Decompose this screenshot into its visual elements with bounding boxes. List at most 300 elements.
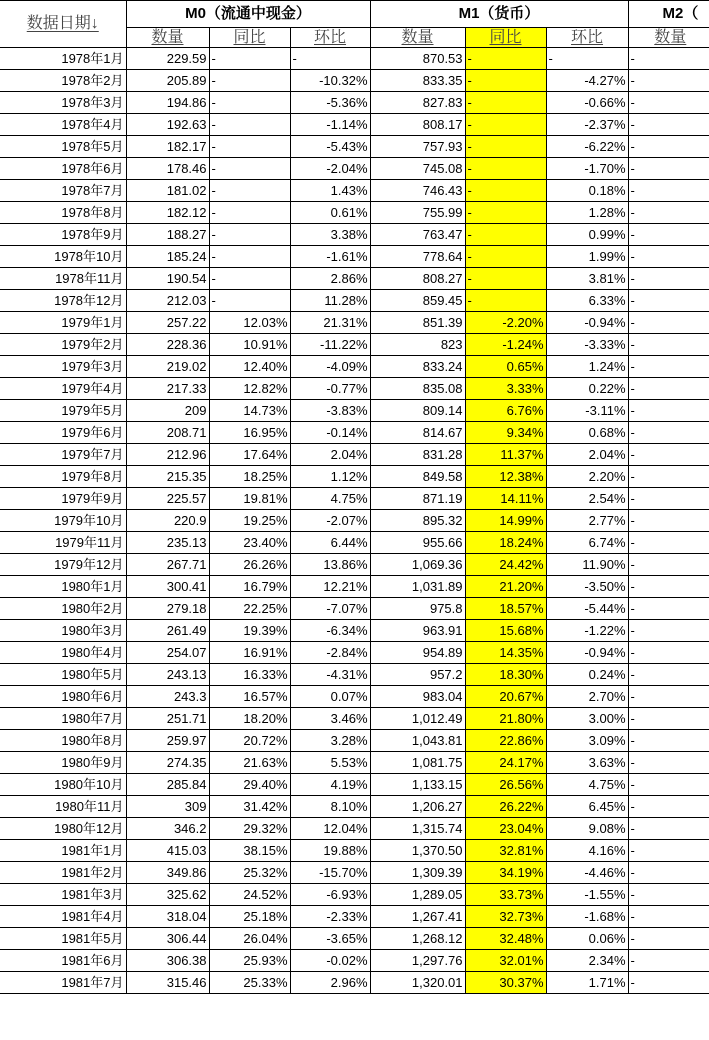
cell-date[interactable]: 1979年6月 (0, 422, 126, 444)
cell-date[interactable]: 1979年2月 (0, 334, 126, 356)
cell-m0-yoy[interactable]: - (209, 246, 290, 268)
cell-date[interactable]: 1980年1月 (0, 576, 126, 598)
cell-m0-yoy[interactable]: - (209, 48, 290, 70)
cell-m1-yoy[interactable]: 18.57% (465, 598, 546, 620)
cell-m1-qty[interactable]: 1,309.39 (370, 862, 465, 884)
cell-m0-qty[interactable]: 182.12 (126, 202, 209, 224)
cell-date[interactable]: 1981年7月 (0, 972, 126, 994)
cell-m2-qty[interactable]: - (628, 334, 709, 356)
cell-m1-mom[interactable]: 9.08% (546, 818, 628, 840)
cell-m1-mom[interactable]: -3.50% (546, 576, 628, 598)
cell-m1-mom[interactable]: 6.74% (546, 532, 628, 554)
cell-m1-yoy[interactable]: 14.35% (465, 642, 546, 664)
cell-m1-qty[interactable]: 1,267.41 (370, 906, 465, 928)
cell-m0-mom[interactable]: 0.07% (290, 686, 370, 708)
cell-m1-mom[interactable]: 0.68% (546, 422, 628, 444)
cell-m0-mom[interactable]: 11.28% (290, 290, 370, 312)
cell-m0-yoy[interactable]: 18.25% (209, 466, 290, 488)
cell-m2-qty[interactable]: - (628, 202, 709, 224)
cell-m1-qty[interactable]: 1,297.76 (370, 950, 465, 972)
cell-date[interactable]: 1979年1月 (0, 312, 126, 334)
cell-m1-yoy[interactable]: 33.73% (465, 884, 546, 906)
cell-date[interactable]: 1981年6月 (0, 950, 126, 972)
cell-m1-qty[interactable]: 1,370.50 (370, 840, 465, 862)
cell-m2-qty[interactable]: - (628, 818, 709, 840)
cell-date[interactable]: 1981年2月 (0, 862, 126, 884)
cell-date[interactable]: 1978年4月 (0, 114, 126, 136)
subcol-header-m0-yoy[interactable]: 同比 (209, 28, 290, 48)
cell-date[interactable]: 1980年4月 (0, 642, 126, 664)
cell-m0-yoy[interactable]: - (209, 70, 290, 92)
cell-m0-mom[interactable]: 0.61% (290, 202, 370, 224)
cell-m1-mom[interactable]: 6.33% (546, 290, 628, 312)
cell-m0-mom[interactable]: -6.34% (290, 620, 370, 642)
cell-m0-qty[interactable]: 349.86 (126, 862, 209, 884)
cell-m0-yoy[interactable]: 16.79% (209, 576, 290, 598)
cell-m2-qty[interactable]: - (628, 224, 709, 246)
cell-m2-qty[interactable]: - (628, 400, 709, 422)
cell-m2-qty[interactable]: - (628, 686, 709, 708)
cell-m2-qty[interactable]: - (628, 774, 709, 796)
cell-m0-yoy[interactable]: 18.20% (209, 708, 290, 730)
cell-m2-qty[interactable]: - (628, 950, 709, 972)
cell-m1-mom[interactable]: -1.70% (546, 158, 628, 180)
cell-m0-yoy[interactable]: 10.91% (209, 334, 290, 356)
cell-m0-qty[interactable]: 228.36 (126, 334, 209, 356)
cell-m1-yoy[interactable]: 3.33% (465, 378, 546, 400)
cell-date[interactable]: 1981年3月 (0, 884, 126, 906)
cell-m2-qty[interactable]: - (628, 642, 709, 664)
cell-m2-qty[interactable]: - (628, 312, 709, 334)
cell-m1-yoy[interactable]: 9.34% (465, 422, 546, 444)
cell-m1-qty[interactable]: 975.8 (370, 598, 465, 620)
cell-m1-mom[interactable]: 3.09% (546, 730, 628, 752)
cell-date[interactable]: 1978年3月 (0, 92, 126, 114)
cell-m1-mom[interactable]: 3.81% (546, 268, 628, 290)
cell-m1-qty[interactable]: 835.08 (370, 378, 465, 400)
cell-date[interactable]: 1980年9月 (0, 752, 126, 774)
cell-m1-mom[interactable]: 1.71% (546, 972, 628, 994)
cell-m0-yoy[interactable]: 26.04% (209, 928, 290, 950)
cell-m0-qty[interactable]: 188.27 (126, 224, 209, 246)
cell-m1-mom[interactable]: 3.00% (546, 708, 628, 730)
cell-m1-yoy[interactable]: 14.11% (465, 488, 546, 510)
cell-m0-mom[interactable]: 5.53% (290, 752, 370, 774)
cell-m1-mom[interactable]: 0.24% (546, 664, 628, 686)
cell-m0-qty[interactable]: 415.03 (126, 840, 209, 862)
cell-m1-mom[interactable]: 0.06% (546, 928, 628, 950)
cell-date[interactable]: 1979年8月 (0, 466, 126, 488)
cell-date[interactable]: 1980年2月 (0, 598, 126, 620)
cell-m1-yoy[interactable]: 24.17% (465, 752, 546, 774)
cell-m1-mom[interactable]: 2.20% (546, 466, 628, 488)
cell-m1-mom[interactable]: -0.66% (546, 92, 628, 114)
cell-m1-mom[interactable]: -2.37% (546, 114, 628, 136)
cell-m0-qty[interactable]: 205.89 (126, 70, 209, 92)
cell-m2-qty[interactable]: - (628, 136, 709, 158)
cell-m1-mom[interactable]: 6.45% (546, 796, 628, 818)
cell-m1-yoy[interactable]: 0.65% (465, 356, 546, 378)
cell-m0-yoy[interactable]: 22.25% (209, 598, 290, 620)
cell-m0-qty[interactable]: 182.17 (126, 136, 209, 158)
cell-m0-qty[interactable]: 325.62 (126, 884, 209, 906)
cell-date[interactable]: 1979年3月 (0, 356, 126, 378)
cell-m1-yoy[interactable]: 21.20% (465, 576, 546, 598)
cell-m1-qty[interactable]: 954.89 (370, 642, 465, 664)
cell-m1-yoy[interactable]: 21.80% (465, 708, 546, 730)
cell-date[interactable]: 1978年1月 (0, 48, 126, 70)
cell-m0-qty[interactable]: 309 (126, 796, 209, 818)
cell-m0-qty[interactable]: 190.54 (126, 268, 209, 290)
cell-m0-qty[interactable]: 254.07 (126, 642, 209, 664)
cell-m1-yoy[interactable]: 22.86% (465, 730, 546, 752)
cell-m0-qty[interactable]: 267.71 (126, 554, 209, 576)
cell-date[interactable]: 1981年1月 (0, 840, 126, 862)
cell-m1-yoy[interactable]: - (465, 114, 546, 136)
cell-m0-qty[interactable]: 208.71 (126, 422, 209, 444)
cell-m0-mom[interactable]: 1.12% (290, 466, 370, 488)
cell-m0-qty[interactable]: 346.2 (126, 818, 209, 840)
cell-date[interactable]: 1981年5月 (0, 928, 126, 950)
cell-m0-yoy[interactable]: 38.15% (209, 840, 290, 862)
cell-m2-qty[interactable]: - (628, 532, 709, 554)
cell-m1-yoy[interactable]: - (465, 290, 546, 312)
cell-m1-qty[interactable]: 1,320.01 (370, 972, 465, 994)
cell-m0-mom[interactable]: 2.96% (290, 972, 370, 994)
cell-date[interactable]: 1978年10月 (0, 246, 126, 268)
cell-m0-mom[interactable]: -0.02% (290, 950, 370, 972)
cell-m2-qty[interactable]: - (628, 510, 709, 532)
cell-date[interactable]: 1980年3月 (0, 620, 126, 642)
cell-m0-mom[interactable]: 3.38% (290, 224, 370, 246)
cell-m0-qty[interactable]: 178.46 (126, 158, 209, 180)
cell-date[interactable]: 1979年10月 (0, 510, 126, 532)
cell-m0-yoy[interactable]: 25.32% (209, 862, 290, 884)
cell-date[interactable]: 1980年10月 (0, 774, 126, 796)
cell-m1-qty[interactable]: 831.28 (370, 444, 465, 466)
cell-m1-mom[interactable]: 2.54% (546, 488, 628, 510)
cell-m2-qty[interactable]: - (628, 444, 709, 466)
cell-m0-yoy[interactable]: - (209, 114, 290, 136)
cell-m0-mom[interactable]: -1.14% (290, 114, 370, 136)
cell-m0-mom[interactable]: -2.07% (290, 510, 370, 532)
cell-m0-mom[interactable]: -2.84% (290, 642, 370, 664)
cell-m0-qty[interactable]: 229.59 (126, 48, 209, 70)
cell-date[interactable]: 1978年2月 (0, 70, 126, 92)
cell-m1-qty[interactable]: 808.27 (370, 268, 465, 290)
cell-m0-qty[interactable]: 181.02 (126, 180, 209, 202)
cell-m1-qty[interactable]: 1,315.74 (370, 818, 465, 840)
cell-m1-qty[interactable]: 870.53 (370, 48, 465, 70)
cell-m2-qty[interactable]: - (628, 708, 709, 730)
cell-m1-qty[interactable]: 808.17 (370, 114, 465, 136)
cell-date[interactable]: 1979年4月 (0, 378, 126, 400)
cell-m0-yoy[interactable]: 29.40% (209, 774, 290, 796)
cell-m0-qty[interactable]: 212.96 (126, 444, 209, 466)
cell-m2-qty[interactable]: - (628, 906, 709, 928)
cell-date[interactable]: 1978年6月 (0, 158, 126, 180)
cell-m0-yoy[interactable]: 29.32% (209, 818, 290, 840)
cell-m2-qty[interactable]: - (628, 356, 709, 378)
cell-m0-yoy[interactable]: 17.64% (209, 444, 290, 466)
cell-m1-yoy[interactable]: - (465, 158, 546, 180)
cell-m0-mom[interactable]: 19.88% (290, 840, 370, 862)
cell-m0-mom[interactable]: -11.22% (290, 334, 370, 356)
cell-m1-mom[interactable]: 4.16% (546, 840, 628, 862)
cell-m0-qty[interactable]: 251.71 (126, 708, 209, 730)
cell-m0-yoy[interactable]: 21.63% (209, 752, 290, 774)
cell-m0-mom[interactable]: -2.33% (290, 906, 370, 928)
cell-m0-yoy[interactable]: 25.33% (209, 972, 290, 994)
cell-m1-mom[interactable]: 11.90% (546, 554, 628, 576)
cell-m1-yoy[interactable]: - (465, 92, 546, 114)
cell-m0-qty[interactable]: 220.9 (126, 510, 209, 532)
cell-m0-yoy[interactable]: 25.93% (209, 950, 290, 972)
cell-m1-qty[interactable]: 833.35 (370, 70, 465, 92)
cell-m0-yoy[interactable]: 24.52% (209, 884, 290, 906)
cell-m1-yoy[interactable]: 32.73% (465, 906, 546, 928)
cell-m1-mom[interactable]: 1.99% (546, 246, 628, 268)
cell-m0-qty[interactable]: 225.57 (126, 488, 209, 510)
cell-m1-yoy[interactable]: 32.81% (465, 840, 546, 862)
cell-m2-qty[interactable]: - (628, 598, 709, 620)
cell-m0-mom[interactable]: 3.46% (290, 708, 370, 730)
cell-date[interactable]: 1980年5月 (0, 664, 126, 686)
cell-m1-yoy[interactable]: 14.99% (465, 510, 546, 532)
subcol-header-m2-qty[interactable]: 数量 (628, 28, 709, 48)
cell-date[interactable]: 1980年7月 (0, 708, 126, 730)
cell-m1-qty[interactable]: 955.66 (370, 532, 465, 554)
cell-m1-mom[interactable]: -4.46% (546, 862, 628, 884)
cell-m0-qty[interactable]: 235.13 (126, 532, 209, 554)
cell-m1-qty[interactable]: 809.14 (370, 400, 465, 422)
cell-m2-qty[interactable]: - (628, 290, 709, 312)
subcol-header-m1-mom[interactable]: 环比 (546, 28, 628, 48)
cell-m1-yoy[interactable]: 32.48% (465, 928, 546, 950)
cell-m1-qty[interactable]: 1,012.49 (370, 708, 465, 730)
cell-m2-qty[interactable]: - (628, 114, 709, 136)
cell-m0-qty[interactable]: 285.84 (126, 774, 209, 796)
cell-m0-qty[interactable]: 318.04 (126, 906, 209, 928)
cell-m2-qty[interactable]: - (628, 884, 709, 906)
cell-m0-qty[interactable]: 217.33 (126, 378, 209, 400)
cell-m1-yoy[interactable]: 20.67% (465, 686, 546, 708)
cell-m1-mom[interactable]: 3.63% (546, 752, 628, 774)
cell-date[interactable]: 1979年5月 (0, 400, 126, 422)
cell-m0-yoy[interactable]: - (209, 202, 290, 224)
cell-m1-qty[interactable]: 983.04 (370, 686, 465, 708)
cell-m0-yoy[interactable]: - (209, 224, 290, 246)
cell-m1-qty[interactable]: 755.99 (370, 202, 465, 224)
cell-date[interactable]: 1978年12月 (0, 290, 126, 312)
cell-m0-mom[interactable]: 2.86% (290, 268, 370, 290)
cell-m2-qty[interactable]: - (628, 268, 709, 290)
cell-m1-yoy[interactable]: - (465, 202, 546, 224)
cell-m0-mom[interactable]: 8.10% (290, 796, 370, 818)
cell-m1-yoy[interactable]: 23.04% (465, 818, 546, 840)
cell-m0-mom[interactable]: 21.31% (290, 312, 370, 334)
cell-m0-mom[interactable]: - (290, 48, 370, 70)
cell-m1-mom[interactable]: 2.04% (546, 444, 628, 466)
cell-m1-yoy[interactable]: 30.37% (465, 972, 546, 994)
cell-m0-qty[interactable]: 212.03 (126, 290, 209, 312)
cell-m1-mom[interactable]: 2.77% (546, 510, 628, 532)
cell-m0-mom[interactable]: -4.09% (290, 356, 370, 378)
cell-m2-qty[interactable]: - (628, 554, 709, 576)
cell-m2-qty[interactable]: - (628, 664, 709, 686)
cell-date[interactable]: 1979年7月 (0, 444, 126, 466)
cell-m0-yoy[interactable]: 16.33% (209, 664, 290, 686)
cell-m1-yoy[interactable]: - (465, 246, 546, 268)
cell-date[interactable]: 1980年6月 (0, 686, 126, 708)
cell-m0-mom[interactable]: -5.36% (290, 92, 370, 114)
cell-m2-qty[interactable]: - (628, 928, 709, 950)
cell-m0-qty[interactable]: 194.86 (126, 92, 209, 114)
cell-m0-yoy[interactable]: 31.42% (209, 796, 290, 818)
cell-m0-mom[interactable]: -0.14% (290, 422, 370, 444)
cell-m0-qty[interactable]: 274.35 (126, 752, 209, 774)
cell-m1-qty[interactable]: 745.08 (370, 158, 465, 180)
cell-m1-yoy[interactable]: - (465, 136, 546, 158)
cell-date[interactable]: 1979年12月 (0, 554, 126, 576)
cell-m2-qty[interactable]: - (628, 840, 709, 862)
cell-m0-mom[interactable]: 12.04% (290, 818, 370, 840)
cell-m0-qty[interactable]: 243.3 (126, 686, 209, 708)
cell-m0-qty[interactable]: 315.46 (126, 972, 209, 994)
cell-m1-yoy[interactable]: 12.38% (465, 466, 546, 488)
cell-m0-mom[interactable]: 12.21% (290, 576, 370, 598)
cell-m2-qty[interactable]: - (628, 796, 709, 818)
cell-date[interactable]: 1978年7月 (0, 180, 126, 202)
cell-m1-mom[interactable]: -3.33% (546, 334, 628, 356)
cell-m2-qty[interactable]: - (628, 92, 709, 114)
cell-m0-yoy[interactable]: 19.39% (209, 620, 290, 642)
cell-m0-yoy[interactable]: 20.72% (209, 730, 290, 752)
cell-m1-qty[interactable]: 746.43 (370, 180, 465, 202)
cell-m1-qty[interactable]: 849.58 (370, 466, 465, 488)
cell-m1-yoy[interactable]: 34.19% (465, 862, 546, 884)
cell-m1-mom[interactable]: 0.18% (546, 180, 628, 202)
cell-m0-yoy[interactable]: - (209, 268, 290, 290)
cell-m0-qty[interactable]: 261.49 (126, 620, 209, 642)
cell-m2-qty[interactable]: - (628, 730, 709, 752)
cell-m1-mom[interactable]: -6.22% (546, 136, 628, 158)
cell-m0-mom[interactable]: 1.43% (290, 180, 370, 202)
cell-m0-mom[interactable]: -3.65% (290, 928, 370, 950)
cell-m1-qty[interactable]: 1,081.75 (370, 752, 465, 774)
cell-m1-qty[interactable]: 957.2 (370, 664, 465, 686)
cell-m1-yoy[interactable]: 26.56% (465, 774, 546, 796)
cell-m1-mom[interactable]: -0.94% (546, 312, 628, 334)
cell-m1-yoy[interactable]: - (465, 48, 546, 70)
cell-m1-qty[interactable]: 963.91 (370, 620, 465, 642)
cell-m0-qty[interactable]: 300.41 (126, 576, 209, 598)
cell-m0-yoy[interactable]: 16.91% (209, 642, 290, 664)
cell-m0-mom[interactable]: 4.19% (290, 774, 370, 796)
cell-m0-mom[interactable]: 13.86% (290, 554, 370, 576)
cell-m1-mom[interactable]: -5.44% (546, 598, 628, 620)
cell-m1-qty[interactable]: 1,289.05 (370, 884, 465, 906)
cell-m0-yoy[interactable]: 26.26% (209, 554, 290, 576)
cell-m0-yoy[interactable]: 12.82% (209, 378, 290, 400)
cell-m2-qty[interactable]: - (628, 70, 709, 92)
cell-m1-qty[interactable]: 763.47 (370, 224, 465, 246)
cell-m0-mom[interactable]: -10.32% (290, 70, 370, 92)
cell-m1-yoy[interactable]: 24.42% (465, 554, 546, 576)
cell-m1-yoy[interactable]: - (465, 180, 546, 202)
cell-m1-mom[interactable]: 1.28% (546, 202, 628, 224)
cell-m0-qty[interactable]: 306.44 (126, 928, 209, 950)
cell-m1-qty[interactable]: 757.93 (370, 136, 465, 158)
cell-m0-mom[interactable]: -2.04% (290, 158, 370, 180)
cell-m1-mom[interactable]: -3.11% (546, 400, 628, 422)
cell-m0-qty[interactable]: 192.63 (126, 114, 209, 136)
cell-m1-yoy[interactable]: - (465, 268, 546, 290)
cell-m1-qty[interactable]: 895.32 (370, 510, 465, 532)
cell-m0-yoy[interactable]: - (209, 290, 290, 312)
subcol-header-m0-mom[interactable]: 环比 (290, 28, 370, 48)
cell-m0-mom[interactable]: 4.75% (290, 488, 370, 510)
cell-m0-qty[interactable]: 243.13 (126, 664, 209, 686)
cell-m0-mom[interactable]: -1.61% (290, 246, 370, 268)
cell-m2-qty[interactable]: - (628, 620, 709, 642)
cell-date[interactable]: 1978年8月 (0, 202, 126, 224)
cell-m1-qty[interactable]: 823 (370, 334, 465, 356)
cell-m1-qty[interactable]: 1,031.89 (370, 576, 465, 598)
cell-m2-qty[interactable]: - (628, 972, 709, 994)
cell-m0-yoy[interactable]: 12.03% (209, 312, 290, 334)
cell-m0-yoy[interactable]: 16.57% (209, 686, 290, 708)
cell-m0-mom[interactable]: -7.07% (290, 598, 370, 620)
cell-m1-qty[interactable]: 1,206.27 (370, 796, 465, 818)
cell-m0-mom[interactable]: 3.28% (290, 730, 370, 752)
cell-m2-qty[interactable]: - (628, 48, 709, 70)
cell-m1-mom[interactable]: -1.55% (546, 884, 628, 906)
cell-m1-qty[interactable]: 833.24 (370, 356, 465, 378)
cell-m2-qty[interactable]: - (628, 378, 709, 400)
cell-m1-yoy[interactable]: 32.01% (465, 950, 546, 972)
cell-m1-qty[interactable]: 827.83 (370, 92, 465, 114)
cell-m0-yoy[interactable]: 25.18% (209, 906, 290, 928)
cell-m1-qty[interactable]: 859.45 (370, 290, 465, 312)
cell-m1-qty[interactable]: 814.67 (370, 422, 465, 444)
cell-m2-qty[interactable]: - (628, 576, 709, 598)
cell-m0-qty[interactable]: 215.35 (126, 466, 209, 488)
cell-date[interactable]: 1981年4月 (0, 906, 126, 928)
cell-m1-qty[interactable]: 871.19 (370, 488, 465, 510)
cell-m1-qty[interactable]: 851.39 (370, 312, 465, 334)
cell-m1-mom[interactable]: 2.70% (546, 686, 628, 708)
cell-m0-yoy[interactable]: 19.25% (209, 510, 290, 532)
cell-m0-yoy[interactable]: 16.95% (209, 422, 290, 444)
cell-m1-yoy[interactable]: 11.37% (465, 444, 546, 466)
cell-m0-qty[interactable]: 306.38 (126, 950, 209, 972)
cell-m0-mom[interactable]: -15.70% (290, 862, 370, 884)
subcol-header-m1-qty[interactable]: 数量 (370, 28, 465, 48)
cell-m0-qty[interactable]: 219.02 (126, 356, 209, 378)
cell-date[interactable]: 1979年11月 (0, 532, 126, 554)
cell-m0-qty[interactable]: 279.18 (126, 598, 209, 620)
cell-m1-yoy[interactable]: 15.68% (465, 620, 546, 642)
cell-m1-mom[interactable]: 0.99% (546, 224, 628, 246)
cell-m2-qty[interactable]: - (628, 488, 709, 510)
cell-m0-yoy[interactable]: - (209, 136, 290, 158)
cell-m1-yoy[interactable]: - (465, 224, 546, 246)
cell-date[interactable]: 1978年5月 (0, 136, 126, 158)
cell-date[interactable]: 1980年8月 (0, 730, 126, 752)
cell-m1-mom[interactable]: 1.24% (546, 356, 628, 378)
cell-m0-yoy[interactable]: 12.40% (209, 356, 290, 378)
